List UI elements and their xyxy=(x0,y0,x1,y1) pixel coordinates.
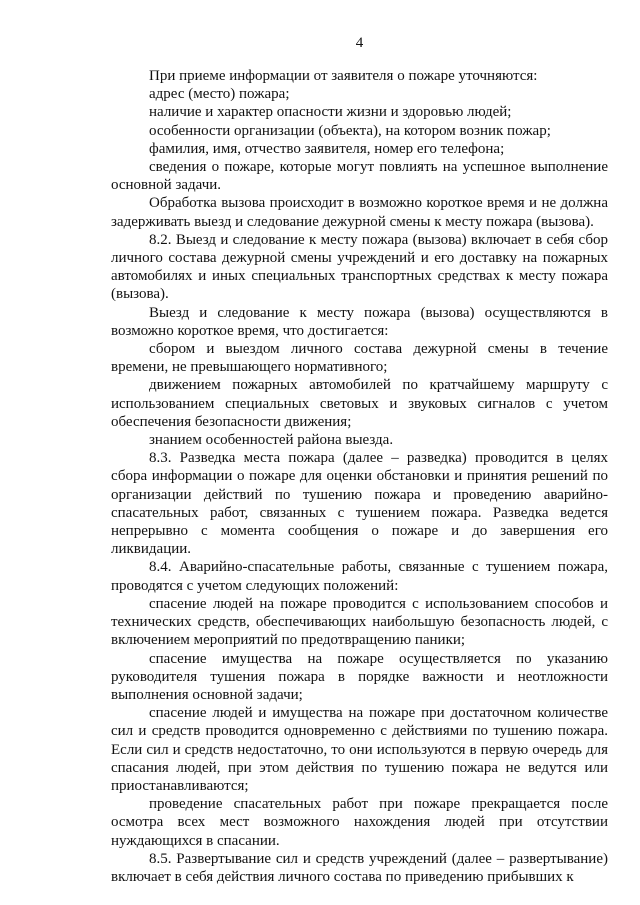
page-number: 4 xyxy=(355,35,364,51)
paragraph-call-processing: Обработка вызова происходит в возможно короткое время и не должна задерживать выезд и следование дежурной смены к месту пожара (вызова). xyxy=(111,195,608,230)
list-item-movement: движением пожарных автомобилей по кратчайшему маршруту с использованием специальных световых и звуковых сигналов с учетом обеспечения безопасности движения; xyxy=(111,377,608,430)
list-item-district: знанием особенностей района выезда. xyxy=(149,432,394,449)
list-item-danger: наличие и характер опасности жизни и здоровью людей; xyxy=(149,104,512,121)
paragraph-8-4: 8.4. Аварийно-спасательные работы, связанные с тушением пожара, проводятся с учетом следующих положений: xyxy=(111,559,608,594)
list-item-rescue-termination: проведение спасательных работ при пожаре прекращается после осмотра всех мест возможного нахождения людей при отсутствии нуждающихся в спасании. xyxy=(111,796,608,849)
list-item-address: адрес (место) пожара; xyxy=(149,86,290,103)
paragraph-8-5: 8.5. Развертывание сил и средств учреждений (далее – развертывание) включает в себя действия личного состава по приведению прибывших к xyxy=(111,850,608,885)
list-item-rescue-people: спасение людей на пожаре проводится с использованием способов и технических средств, обеспечивающих наибольшую безопасность людей, с включением мероприятий по предотвращению паники; xyxy=(111,595,608,649)
paragraph-intro: При приеме информации от заявителя о пожаре уточняются: xyxy=(149,68,538,84)
document-body xyxy=(111,67,608,886)
paragraph-8-3: 8.3. Разведка места пожара (далее – разведка) проводится в целях сбора информации о пожаре для оценки обстановки и принятия решений по организации действий по тушению пожара и проведению аварийно-спасательных работ, связанных с тушением пожара. Разведка ведется непрерывно с момента сообщения о пожаре и до завершения его ликвидации. xyxy=(111,450,608,558)
list-item-rescue-simultaneous: спасение людей и имущества на пожаре при достаточном количестве сил и средств проводится одновременно с действиями по тушению пожара. Если сил и средств недостаточно, то они используются в первую очередь для спасания людей, при этом действия по тушению пожара не ведутся или приостанавливаются; xyxy=(111,705,608,794)
list-item-caller: фамилия, имя, отчество заявителя, номер его телефона; xyxy=(149,140,505,157)
list-item-fire-info: сведения о пожаре, которые могут повлиять на успешное выполнение основной задачи. xyxy=(111,159,608,194)
list-item-rescue-property: спасение имущества на пожаре осуществляется по указанию руководителя тушения пожара в порядке важности и неотложности выполнения основной задачи; xyxy=(111,650,608,703)
list-item-organization: особенности организации (объекта), на котором возник пожар; xyxy=(149,122,551,139)
paragraph-8-2: 8.2. Выезд и следование к месту пожара (вызова) включает в себя сбор личного состава дежурной смены учреждений и его доставку на пожарных автомобилях и иных специальных транспортных средствах к месту пожара (вызова). xyxy=(111,231,608,303)
list-item-gathering: сбором и выездом личного состава дежурной смены в течение времени, не превышающего нормативного; xyxy=(111,341,608,376)
paragraph-departure: Выезд и следование к месту пожара (вызова) осуществляются в возможно короткое время, что достигается: xyxy=(111,304,608,339)
